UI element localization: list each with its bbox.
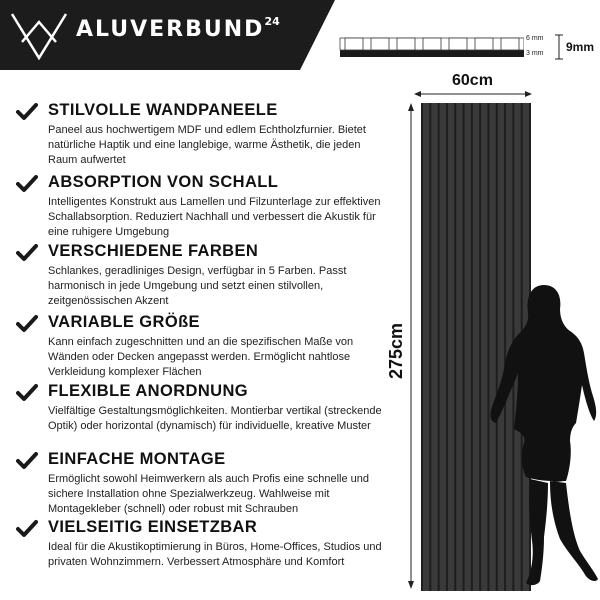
- cross-section-diagram: [338, 28, 524, 62]
- feature-description: Schlankes, geradliniges Design, verfügbar in 5 Farben. Passt harmonisch in jede Umgebung und setzt einen stilvollen, zeitgenössischen Akzent: [48, 265, 347, 308]
- panel-slat: [440, 103, 446, 591]
- feature-description: Paneel aus hochwertigem MDF und edlem Echtholzfurnier. Bietet natürliche Haptik und eine langlebige, warme Ästhetik, die jeden Raum aufwertet: [48, 124, 366, 167]
- checkmark-icon: [16, 519, 38, 539]
- checkmark-icon: [16, 451, 38, 471]
- feature-description: Intelligentes Konstrukt aus Lamellen und Filzunterlage zur effektiven Schallabsorption. Reduziert Nachhall und verbessert die Akustik für eine ruhigere Umgebung: [48, 196, 381, 239]
- feature-title: VARIABLE GRÖßE: [48, 313, 200, 331]
- thickness-total-label: 9mm: [566, 40, 595, 54]
- brand-name: [76, 17, 280, 42]
- person-silhouette: [486, 283, 600, 592]
- thickness-bottom-label: 3 mm: [526, 50, 544, 57]
- logo-icon: [8, 8, 70, 62]
- brand-superscript: 24: [264, 15, 280, 28]
- width-dimension-line: [412, 88, 534, 100]
- feature-title: STILVOLLE WANDPANEELE: [48, 101, 278, 119]
- feature-title: VIELSEITIG EINSETZBAR: [48, 518, 258, 536]
- checkmark-icon: [16, 174, 38, 194]
- thickness-top-label: 6 mm: [526, 35, 544, 42]
- checkmark-icon: [16, 243, 38, 263]
- panel-slat: [423, 103, 429, 591]
- feature-title: FLEXIBLE ANORDNUNG: [48, 382, 249, 400]
- panel-slat: [448, 103, 454, 591]
- checkmark-icon: [16, 102, 38, 122]
- feature-description: Kann einfach zugeschnitten und an die spezifischen Maße von Wänden oder Decken angepasst werden. Ermöglicht nahtlose Verkleidung komplexer Flächen: [48, 336, 354, 379]
- panel-slat: [465, 103, 471, 591]
- panel-slat: [456, 103, 462, 591]
- width-label: 60cm: [452, 72, 493, 89]
- thickness-bracket: [554, 34, 564, 60]
- feature-title: EINFACHE MONTAGE: [48, 450, 226, 468]
- height-label: [386, 316, 408, 386]
- feature-title: VERSCHIEDENE FARBEN: [48, 242, 259, 260]
- height-label-text: 275cm: [386, 322, 406, 380]
- panel-slat: [473, 103, 479, 591]
- panel-slat: [431, 103, 437, 591]
- brand-text: ALUVERBUND: [76, 17, 265, 42]
- feature-description: Ideal für die Akustikoptimierung in Büros, Home-Offices, Studios und privaten Wohnzimmern. Verbessert Atmosphäre und Komfort: [48, 541, 382, 569]
- checkmark-icon: [16, 314, 38, 334]
- feature-description: Vielfältige Gestaltungsmöglichkeiten. Montierbar vertikal (streckende Optik) oder horizontal (dynamisch) für individuelle, kreative Muster: [48, 405, 382, 433]
- checkmark-icon: [16, 383, 38, 403]
- feature-title: ABSORPTION VON SCHALL: [48, 173, 279, 191]
- feature-description: Ermöglicht sowohl Heimwerkern als auch Profis eine schnelle und sichere Installation ohne Spezialwerkzeug. Wahlweise mit Montagekleber (schnell) oder robust mit Schrauben: [48, 473, 369, 516]
